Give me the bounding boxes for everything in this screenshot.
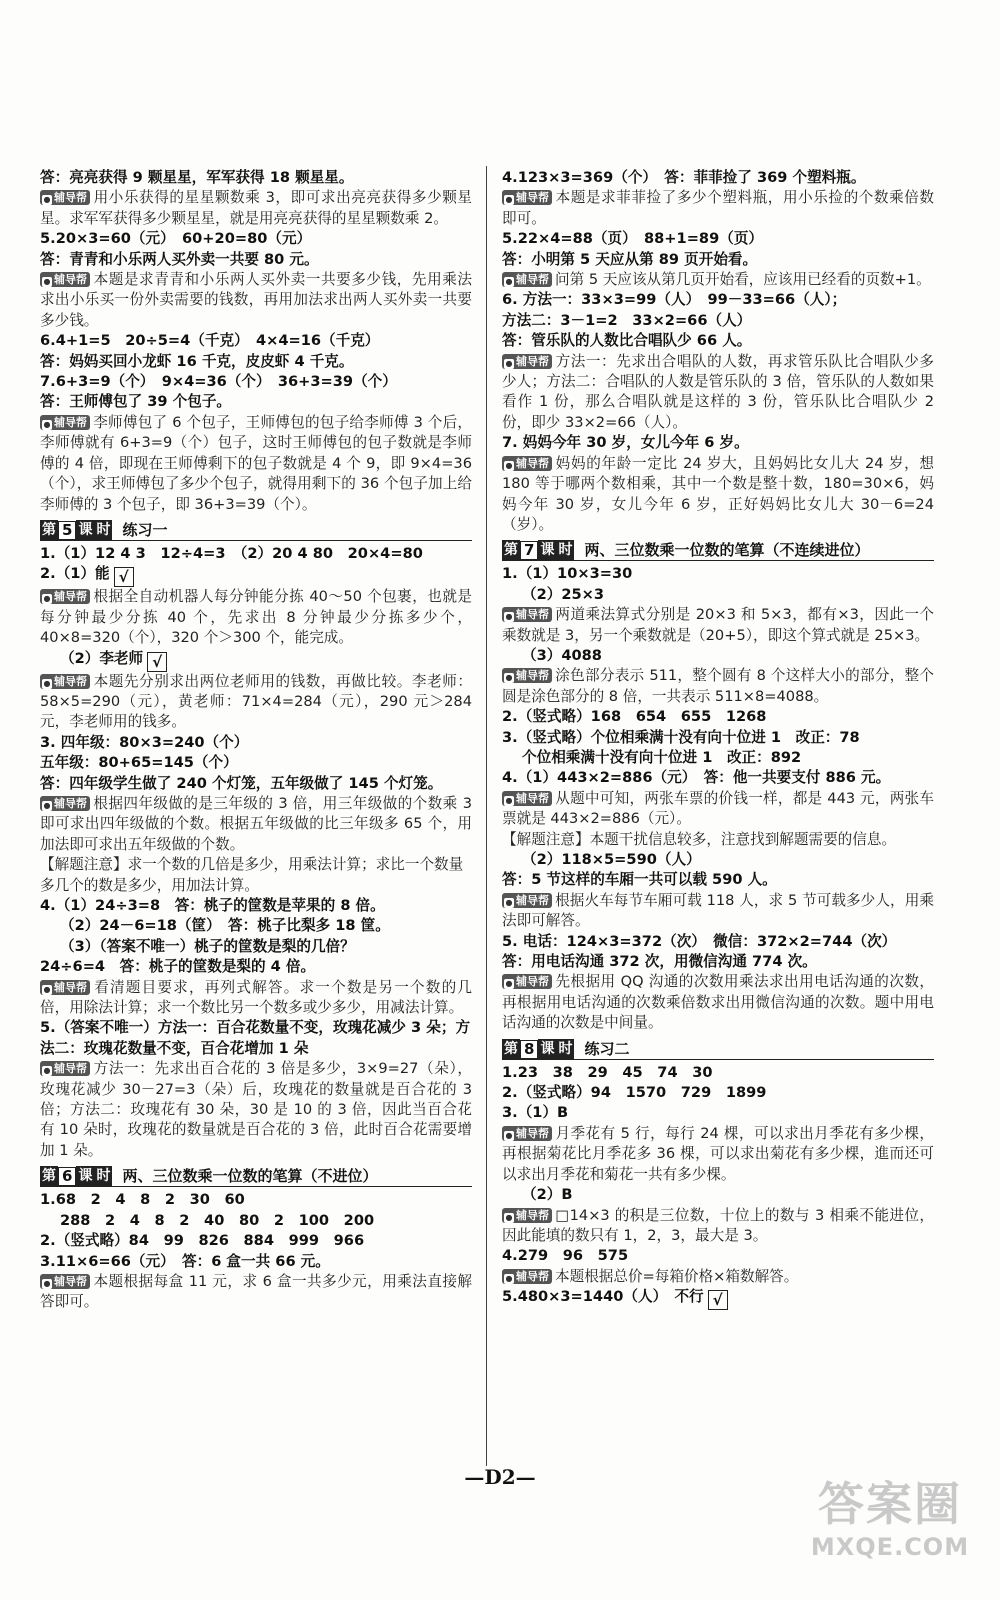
answer-line [40, 896, 472, 916]
answer-line [502, 768, 934, 788]
hint-text: 方法一：先求出合唱队的人数，再求管乐队比合唱队少多少人；方法二：合唱队的人数是管乐队的 3 倍，管乐队的人数如果看作 1 份，那么合唱队就是这样的 3 份，管乐队比合唱队少 2 份，即少 33×2=66（人）。 [502, 352, 934, 431]
column-divider [486, 166, 487, 1466]
helper-icon: ● [43, 984, 51, 994]
lesson-number: 8 [520, 1040, 538, 1059]
helper-icon: ● [43, 1278, 51, 1288]
hint-text: 妈妈的年龄一定比 24 岁大，且妈妈比女儿大 24 岁，想 180 等于哪两个数相乘，其中一个数是整十数，180=30×6，妈妈今年 30 岁，女儿今年 6 岁，正好妈妈比女儿大 30－6=24（岁）。 [502, 454, 934, 533]
answer-text: 答：管乐队的人数比合唱队少 66 人。 [502, 332, 752, 350]
hint-badge-label: 辅导帮 [516, 669, 549, 683]
answer-text: （3）（答案不唯一）桃子的筐数是梨的几倍？ [60, 937, 355, 955]
hint-paragraph [40, 1272, 472, 1313]
answer-line [502, 1185, 934, 1205]
answer-text: （2）李老师 [60, 649, 144, 667]
lesson-prefix: 第 [504, 542, 518, 559]
hint-text: 涂色部分表示 511，整个圆有 8 个这样大小的部分，整个圆是涂色部分的 8 倍，一共表示 511×8=4088。 [502, 667, 934, 705]
hint-badge [502, 791, 552, 806]
answer-text: 288 2 4 8 2 40 80 2 100 200 [60, 1211, 375, 1229]
helper-icon: ● [43, 419, 51, 429]
hint-badge-label: 辅导帮 [54, 273, 87, 287]
hint-badge-label: 辅导帮 [54, 980, 87, 994]
lesson-header [40, 518, 472, 541]
answer-line [40, 1211, 472, 1231]
hint-text: 本题是求青青和小乐两人买外卖一共要多少钱，先用乘法求出小乐买一份外卖需要的钱数，再用加法求出两人买外卖一共要多少钱。 [40, 271, 472, 329]
helper-icon: ● [43, 800, 51, 810]
hint-paragraph [502, 891, 934, 932]
hint-text: 用小乐获得的星星颗数乘 3，即可求出亮亮获得多少颗星星。求军军获得多少颗星星，就是用亮亮获得的星星颗数乘 2。 [40, 189, 472, 227]
answer-text: 五年级：80+65=145（个） [40, 754, 238, 772]
answer-text: 答：小明第 5 天应从第 89 页开始看。 [502, 250, 758, 268]
hint-paragraph [40, 1059, 472, 1161]
lesson-suffix: 课 [78, 521, 93, 538]
answer-text: 4.279 96 575 [502, 1247, 629, 1265]
hint-paragraph [502, 454, 934, 536]
answer-text: （2）24－6=18（筐） 答：桃子比梨多 18 筐。 [60, 917, 390, 935]
lesson-number: 7 [520, 541, 538, 560]
answer-text: 答：亮亮获得 9 颗星星，军军获得 18 颗星星。 [40, 169, 354, 186]
hint-badge-label: 辅导帮 [54, 674, 87, 688]
lesson-header [40, 1164, 472, 1187]
hint-text: 从题中可知，两张车票的价钱一样，都是 443 元，两张车票就是 443×2=886（元）。 [502, 789, 934, 828]
helper-icon: ● [505, 979, 513, 989]
answer-text: 答：5 节这样的车厢一共可以载 590 人。 [502, 871, 777, 889]
hint-badge-label: 辅导帮 [516, 1126, 549, 1140]
lesson-suffix: 课 [540, 542, 555, 559]
answer-line [502, 646, 934, 666]
answer-line [502, 1287, 934, 1310]
lesson-title: 两、三位数乘一位数的笔算（不连续进位） [584, 541, 870, 560]
helper-icon: ● [43, 678, 51, 688]
answer-line [40, 331, 472, 351]
check-box: √ [114, 567, 134, 587]
solving-note [502, 830, 934, 850]
answer-line [40, 774, 472, 794]
hint-text: 本题先分别求出两位老师用的钱数，再做比较。李老师：58×5=290（元），黄老师：71×4=284（元），290 元＞284 元，李老师用的钱多。 [40, 672, 472, 731]
answer-line [40, 352, 472, 372]
answer-line [502, 728, 934, 748]
hint-badge [40, 796, 90, 811]
answer-text: 6. 方法一：33×3=99（人） 99－33=66（人）； [502, 291, 847, 309]
hint-text: 本题是求菲菲捡了多少个塑料瓶，用小乐捡的个数乘倍数即可。 [502, 189, 934, 227]
answer-text: 5.20×3=60（元） 60+20=80（元） [40, 230, 312, 248]
hint-paragraph [40, 672, 472, 733]
hint-paragraph [502, 188, 934, 229]
answer-line [502, 932, 934, 952]
hint-badge [502, 1269, 552, 1284]
answer-line [40, 372, 472, 392]
answer-line [502, 748, 934, 768]
answer-line [40, 916, 472, 936]
hint-badge [40, 1061, 90, 1076]
lesson-prefix: 第 [42, 521, 56, 538]
hint-paragraph [502, 1267, 934, 1287]
answer-line [502, 229, 934, 249]
helper-icon: ● [43, 594, 51, 604]
lesson-suffix: 时 [96, 521, 111, 538]
answer-text: 7.6+3=9（个） 9×4=36（个） 36+3=39（个） [40, 373, 397, 391]
answer-text: 3.11×6=66（元） 答：6 盒一共 66 元。 [40, 1252, 330, 1270]
answer-line [40, 1018, 472, 1059]
helper-icon: ● [505, 277, 513, 287]
helper-icon: ● [43, 277, 51, 287]
answer-text: 3.（1）B [502, 1104, 569, 1122]
answer-line [502, 585, 934, 605]
answer-line [502, 707, 934, 727]
hint-badge-label: 辅导帮 [516, 1269, 549, 1283]
hint-badge [40, 190, 90, 205]
answer-text: 2.（竖式略）168 654 655 1268 [502, 708, 767, 726]
hint-badge [502, 607, 552, 622]
answer-text: 答：四年级学生做了 240 个灯笼，五年级做了 145 个灯笼。 [40, 774, 443, 792]
hint-badge [502, 190, 552, 205]
hint-paragraph [502, 789, 934, 830]
answer-text: 1.23 38 29 45 74 30 [502, 1063, 713, 1081]
hint-badge [502, 668, 552, 683]
lesson-prefix: 第 [42, 1168, 56, 1185]
hint-paragraph [502, 605, 934, 646]
hint-badge [40, 674, 90, 689]
hint-text: 月季花有 5 行，每行 24 棵，可以求出月季花有多少棵，再根据菊花比月季花多 36 棵，可以求出菊花有多少棵，進而还可以求出月季花和菊花一共有多少棵。 [502, 1124, 934, 1183]
answer-line [502, 311, 934, 331]
answer-line [40, 1252, 472, 1272]
hint-badge-label: 辅导帮 [516, 456, 549, 470]
answer-text: 5. 电话：124×3=372（次） 微信：372×2=744（次） [502, 932, 897, 950]
answer-line [502, 168, 934, 188]
helper-icon: ● [505, 195, 513, 205]
hint-text: 先根据用 QQ 沟通的次数用乘法求出用电话沟通的次数，再根据用电话沟通的次数乘倍数求出用微信沟通的次数。题中用电话沟通的次数是中间量。 [502, 973, 934, 1032]
hint-text: 根据四年级做的是三年级的 3 倍，用三年级做的个数乘 3 即可求出四年级做的个数。根据五年级做的比三年级多 65 个，用加法即可求出五年级做的个数。 [40, 794, 472, 853]
answer-line [502, 290, 934, 310]
hint-badge [40, 589, 90, 604]
answer-line [502, 952, 934, 972]
hint-badge [40, 980, 90, 995]
lesson-suffix: 课 [540, 1040, 555, 1057]
hint-paragraph [502, 270, 934, 290]
hint-badge-label: 辅导帮 [54, 590, 87, 604]
answer-line [40, 392, 472, 412]
hint-text: 看清题目要求，再列式解答。求一个数是另一个数的几倍，用除法计算；求一个数比另一个数多或少多少，用减法计算。 [40, 978, 472, 1017]
answer-text: 1.（1）12 4 3 12÷4=3 （2）20 4 80 20×4=80 [40, 544, 423, 562]
hint-text: 李师傅包了 6 个包子，王师傅包的包子给李师傅 3 个后，李师傅就有 6+3=9（个）包子，这时王师傅包的包子数就是李师傅的 4 倍，即现在王师傅剩下的包子数就是 4 个 9，即 9×4=36（个），求王师傅包了多少个包子，就得用剩下的 36 个包子加上给李师傅的 3 个包子，即 36+3=39（个）。 [40, 413, 472, 513]
answer-text: 7. 妈妈今年 30 岁，女儿今年 6 岁。 [502, 434, 749, 452]
hint-text: 两道乘法算式分别是 20×3 和 5×3，都有×3，因此一个乘数就是 3，另一个乘数就是（20+5），即这个算式就是 25×3。 [502, 606, 934, 644]
answer-line [502, 1103, 934, 1123]
hint-badge-label: 辅导帮 [516, 893, 549, 907]
lesson-number: 5 [58, 521, 76, 540]
helper-icon: ● [43, 195, 51, 205]
answer-text: 答：妈妈买回小龙虾 16 千克，皮皮虾 4 千克。 [40, 352, 354, 370]
answer-line [40, 753, 472, 773]
left-column [40, 168, 472, 1313]
answer-text: 5.（答案不唯一）方法一：百合花数量不变，玫瑰花减少 3 朵；方法二：玫瑰花数量不变，百合花增加 1 朵 [40, 1019, 471, 1057]
hint-badge-label: 辅导帮 [54, 191, 87, 205]
answer-line [40, 229, 472, 249]
right-column [502, 168, 934, 1310]
lesson-suffix: 课 [78, 1168, 93, 1185]
hint-badge-label: 辅导帮 [516, 608, 549, 622]
lesson-suffix: 时 [558, 1040, 573, 1057]
answer-text: （3）4088 [522, 646, 602, 664]
hint-badge [502, 456, 552, 471]
hint-paragraph [40, 188, 472, 229]
answer-text: 4.123×3=369（个） 答：菲菲捡了 369 个塑料瓶。 [502, 169, 866, 186]
answer-line [40, 1190, 472, 1210]
helper-icon: ● [505, 1130, 513, 1140]
hint-text: 本题根据每盒 11 元，求 6 盒一共多少元，用乘法直接解答即可。 [40, 1272, 472, 1311]
answer-text: 个位相乘满十没有向十位进 1 改正：892 [522, 748, 802, 766]
hint-paragraph [40, 587, 472, 648]
answer-line [502, 1083, 934, 1103]
hint-text: 问第 5 天应该从第几页开始看，应该用已经看的页数+1。 [555, 271, 931, 289]
lesson-suffix: 时 [558, 542, 573, 559]
answer-text: 2.（1）能 [40, 565, 110, 583]
answer-line [40, 1231, 472, 1251]
hint-paragraph [502, 972, 934, 1033]
answer-line [40, 250, 472, 270]
helper-icon: ● [505, 1273, 513, 1283]
answer-line [40, 733, 472, 753]
hint-badge [40, 272, 90, 287]
helper-icon: ● [505, 897, 513, 907]
hint-paragraph [502, 1124, 934, 1185]
hint-text: 根据全自动机器人每分钟能分拣 40～50 个包裹，也就是每分钟最少分拣 40 个，先求出 8 分钟最少分拣多少个，40×8=320（个），320 个＞300 个，能完成。 [40, 588, 472, 647]
hint-badge-label: 辅导帮 [54, 1062, 87, 1076]
hint-badge-label: 辅导帮 [516, 1208, 549, 1222]
hint-paragraph [40, 270, 472, 331]
hint-badge-label: 辅导帮 [516, 975, 549, 989]
lesson-header [502, 1037, 934, 1060]
hint-paragraph [40, 413, 472, 515]
answer-text: 答：青青和小乐两人买外卖一共要 80 元。 [40, 250, 319, 268]
answer-text: 4.（1）24÷3=8 答：桃子的筐数是苹果的 8 倍。 [40, 897, 385, 914]
answer-text: （2）118×5=590（人） [522, 851, 701, 868]
solving-note [40, 855, 472, 896]
answer-line [40, 937, 472, 957]
answer-line [502, 433, 934, 453]
hint-text: □14×3 的积是三位数，十位上的数与 3 相乘不能进位，因此能填的数只有 1，2，3，最大是 3。 [502, 1206, 934, 1244]
lesson-title: 练习一 [122, 520, 168, 539]
helper-icon: ● [505, 358, 513, 368]
hint-badge-label: 辅导帮 [516, 354, 549, 368]
answer-line [502, 564, 934, 584]
watermark-url: MXQE.COM [810, 1533, 970, 1561]
hint-badge-label: 辅导帮 [516, 273, 549, 287]
answer-line [40, 564, 472, 587]
answer-line [40, 957, 472, 977]
lesson-title: 练习二 [584, 1039, 630, 1058]
answer-text: （2）B [522, 1186, 573, 1204]
hint-text: 本题根据总价=每箱价格×箱数解答。 [555, 1267, 799, 1285]
answer-line [40, 544, 472, 564]
hint-text: 方法一：先求出百合花的 3 倍是多少，3×9=27（朵），玫瑰花减少 30－27=3（朵）后，玫瑰花的数量就是百合花的 3 倍；方法二：玫瑰花有 30 朵，30 是 10 的 3 倍，因此当百合花有 10 朵时，玫瑰花的数量就是百合花的 3 倍，此时百合花需要增加 1 朵。 [40, 1060, 472, 1159]
answer-text: 1.68 2 4 8 2 30 60 [40, 1191, 245, 1209]
lesson-prefix: 第 [504, 1040, 518, 1057]
hint-badge [502, 354, 552, 369]
answer-text: 答：王师傅包了 39 个包子。 [40, 393, 232, 411]
hint-badge-label: 辅导帮 [516, 191, 549, 205]
answer-text: 1.（1）10×3=30 [502, 565, 633, 583]
answer-line [502, 850, 934, 870]
answer-text: 2.（竖式略）84 99 826 884 999 966 [40, 1232, 365, 1250]
hint-badge [502, 893, 552, 908]
answer-line [40, 649, 472, 672]
hint-paragraph [502, 352, 934, 434]
answer-line [40, 168, 472, 188]
hint-badge-label: 辅导帮 [54, 1274, 87, 1288]
note-text: 【解题注意】本题干扰信息较多，注意找到解题需要的信息。 [502, 830, 897, 848]
helper-icon: ● [505, 1212, 513, 1222]
note-text: 【解题注意】求一个数的几倍是多少，用乘法计算；求比一个数量多几个的数是多少，用加法计算。 [40, 856, 464, 894]
lesson-header [502, 538, 934, 561]
answer-line [502, 331, 934, 351]
hint-paragraph [40, 978, 472, 1019]
answer-line [502, 1246, 934, 1266]
answer-text: 方法二：3－1=2 33×2=66（人） [502, 311, 752, 329]
hint-badge [502, 974, 552, 989]
answer-line [502, 870, 934, 890]
answer-text: 3. 四年级：80×3=240（个） [40, 733, 249, 751]
hint-paragraph [502, 1206, 934, 1247]
helper-icon: ● [505, 460, 513, 470]
answer-text: 3.（竖式略）个位相乘满十没有向十位进 1 改正：78 [502, 728, 860, 746]
hint-badge [502, 1126, 552, 1141]
hint-text: 根据火车每节车厢可载 118 人，求 5 节可载多少人，用乘法即可解答。 [502, 891, 934, 930]
helper-icon: ● [505, 673, 513, 683]
check-box: √ [708, 1290, 728, 1310]
answer-text: 答：用电话沟通 372 次，用微信沟通 774 次。 [502, 953, 817, 971]
answer-text: 24÷6=4 答：桃子的筐数是梨的 4 倍。 [40, 958, 316, 976]
helper-icon: ● [43, 1066, 51, 1076]
answer-text: 4.（1）443×2=886（元） 答：他一共要支付 886 元。 [502, 769, 891, 787]
hint-badge [502, 272, 552, 287]
answer-text: 6.4+1=5 20÷5=4（千克） 4×4=16（千克） [40, 332, 380, 350]
hint-badge [40, 415, 90, 430]
answer-text: 5.22×4=88（页） 88+1=89（页） [502, 230, 764, 248]
hint-badge [40, 1274, 90, 1289]
answer-text: 2.（竖式略）94 1570 729 1899 [502, 1084, 767, 1102]
answer-text: （2）25×3 [522, 585, 605, 603]
hint-badge-label: 辅导帮 [54, 415, 87, 429]
helper-icon: ● [505, 795, 513, 805]
check-box: √ [147, 652, 167, 672]
answer-line [502, 250, 934, 270]
hint-paragraph [40, 794, 472, 855]
hint-badge [502, 1208, 552, 1223]
lesson-number: 6 [58, 1167, 76, 1186]
watermark-text: 答案圈 [818, 1477, 962, 1531]
hint-badge-label: 辅导帮 [54, 796, 87, 810]
answer-text: 5.480×3=1440（人） 不行 [502, 1288, 704, 1306]
lesson-suffix: 时 [96, 1168, 111, 1185]
page-number: —D2— [464, 1465, 536, 1489]
helper-icon: ● [505, 612, 513, 622]
watermark-logo [800, 1475, 980, 1585]
lesson-title: 两、三位数乘一位数的笔算（不进位） [122, 1167, 378, 1186]
answer-line [502, 1063, 934, 1083]
hint-badge-label: 辅导帮 [516, 791, 549, 805]
hint-paragraph [502, 666, 934, 707]
